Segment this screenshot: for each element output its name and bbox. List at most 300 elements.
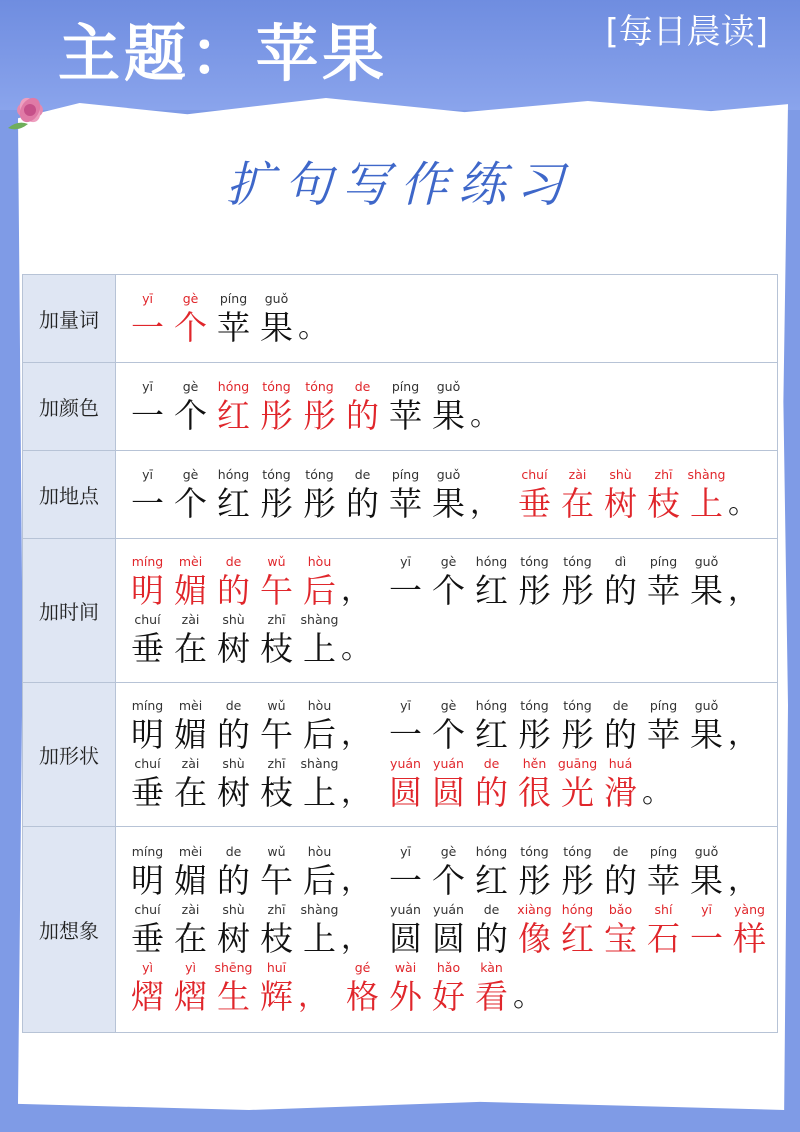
hanzi: ，: [341, 572, 371, 608]
sentence-cell: [116, 451, 778, 539]
hanzi: 媚: [174, 570, 207, 610]
pinyin: bǎo: [608, 901, 633, 917]
row-label: 加形状: [23, 683, 116, 827]
pinyin: shàng: [687, 466, 726, 482]
hanzi: ，: [728, 572, 758, 608]
hanzi: 圆: [432, 918, 465, 958]
punctuation: [728, 466, 771, 524]
hanzi-with-pinyin: [513, 901, 556, 959]
sentence-line: [126, 843, 777, 901]
hanzi-with-pinyin: [298, 553, 341, 611]
pinyin: de: [354, 378, 371, 394]
hanzi: 后: [303, 570, 336, 610]
pinyin: yuán: [390, 901, 421, 917]
hanzi: 的: [604, 714, 637, 754]
pinyin: de: [354, 466, 371, 482]
flower-icon: [0, 80, 70, 150]
hanzi-with-pinyin: [341, 466, 384, 524]
pinyin: de: [225, 843, 242, 859]
hanzi-with-pinyin: [642, 466, 685, 524]
hanzi: 一: [690, 918, 723, 958]
hanzi: 在: [174, 772, 207, 812]
hanzi: 的: [475, 918, 508, 958]
hanzi-with-pinyin: [599, 466, 642, 524]
hanzi: 上: [303, 628, 336, 668]
pinyin: chuí: [134, 611, 161, 627]
pinyin: shàng: [300, 611, 339, 627]
pinyin: guǒ: [694, 553, 719, 569]
pinyin: guǒ: [264, 290, 289, 306]
pinyin: de: [225, 697, 242, 713]
hanzi-with-pinyin: [169, 843, 212, 901]
punctuation: [470, 378, 513, 436]
hanzi: 红: [217, 483, 250, 523]
hanzi: 苹: [389, 483, 422, 523]
hanzi: 苹: [389, 395, 422, 435]
pinyin: gè: [182, 466, 199, 482]
hanzi: 。: [298, 309, 328, 345]
hanzi-with-pinyin: [470, 697, 513, 755]
hanzi-with-pinyin: [470, 843, 513, 901]
hanzi: 。: [341, 630, 371, 666]
hanzi-with-pinyin: [341, 378, 384, 436]
hanzi-with-pinyin: [255, 611, 298, 669]
hanzi: 一: [131, 483, 164, 523]
pinyin: hǎo: [436, 959, 461, 975]
hanzi: 石: [647, 918, 680, 958]
pinyin: xiàng: [517, 901, 552, 917]
sentence-cell: [116, 539, 778, 683]
hanzi: 一: [389, 570, 422, 610]
punctuation: [341, 843, 384, 901]
pinyin: yì: [185, 959, 196, 975]
hanzi-with-pinyin: [126, 553, 169, 611]
pinyin: hóng: [475, 697, 508, 713]
row-label: 加地点: [23, 451, 116, 539]
pinyin: píng: [219, 290, 248, 306]
sentence-cell: [116, 683, 778, 827]
hanzi: 树: [217, 772, 250, 812]
punctuation: [470, 466, 513, 524]
hanzi: 媚: [174, 714, 207, 754]
punctuation: [341, 901, 384, 959]
pinyin: zhī: [654, 466, 673, 482]
pinyin: hòu: [307, 697, 332, 713]
pinyin: tóng: [305, 378, 334, 394]
hanzi: 垂: [518, 483, 551, 523]
hanzi-with-pinyin: [126, 611, 169, 669]
hanzi-with-pinyin: [599, 697, 642, 755]
pinyin: hóng: [561, 901, 594, 917]
pinyin: yī: [400, 553, 411, 569]
pinyin: huá: [608, 755, 633, 771]
hanzi-with-pinyin: [427, 901, 470, 959]
sentence-cell: [116, 363, 778, 451]
pinyin: zài: [181, 611, 200, 627]
pinyin: zhī: [267, 901, 286, 917]
pinyin: guǒ: [436, 466, 461, 482]
hanzi-with-pinyin: [255, 466, 298, 524]
pinyin: de: [483, 901, 500, 917]
hanzi: 树: [217, 628, 250, 668]
hanzi: 苹: [647, 860, 680, 900]
hanzi-with-pinyin: [427, 697, 470, 755]
hanzi-with-pinyin: [685, 466, 728, 524]
hanzi-with-pinyin: [642, 697, 685, 755]
hanzi-with-pinyin: [556, 755, 599, 813]
hanzi-with-pinyin: [212, 697, 255, 755]
hanzi: ，: [341, 774, 371, 810]
hanzi: 的: [346, 483, 379, 523]
hanzi-with-pinyin: [298, 901, 341, 959]
pinyin: tóng: [262, 378, 291, 394]
pinyin: zài: [181, 901, 200, 917]
pinyin: shàng: [300, 901, 339, 917]
pinyin: píng: [649, 697, 678, 713]
pinyin: gè: [440, 553, 457, 569]
hanzi: 。: [728, 485, 758, 521]
hanzi: 圆: [432, 772, 465, 812]
hanzi: 午: [260, 570, 293, 610]
row-label: 加想象: [23, 827, 116, 1033]
sentence-line: [126, 697, 777, 755]
hanzi: 苹: [647, 714, 680, 754]
hanzi: 果: [432, 483, 465, 523]
sentence-cell: [116, 275, 778, 363]
pinyin: yī: [400, 843, 411, 859]
hanzi: 彤: [303, 395, 336, 435]
pinyin: guāng: [557, 755, 598, 771]
hanzi-with-pinyin: [255, 553, 298, 611]
hanzi-with-pinyin: [169, 611, 212, 669]
sentence-line: [126, 755, 777, 813]
pinyin: shí: [654, 901, 673, 917]
hanzi: 明: [131, 714, 164, 754]
hanzi: 红: [561, 918, 594, 958]
pinyin: huī: [266, 959, 287, 975]
hanzi-with-pinyin: [212, 959, 255, 1017]
hanzi-with-pinyin: [169, 697, 212, 755]
hanzi-with-pinyin: [427, 378, 470, 436]
hanzi-with-pinyin: [169, 553, 212, 611]
hanzi: 格: [346, 976, 379, 1016]
hanzi-with-pinyin: [556, 843, 599, 901]
hanzi-with-pinyin: [685, 901, 728, 959]
hanzi-with-pinyin: [384, 843, 427, 901]
pinyin: píng: [649, 553, 678, 569]
hanzi: 红: [475, 860, 508, 900]
sentence-line: [126, 290, 777, 348]
pinyin: yuán: [433, 901, 464, 917]
hanzi-with-pinyin: [255, 901, 298, 959]
pinyin: míng: [131, 697, 164, 713]
expansion-table: [22, 274, 778, 1033]
hanzi: 果: [432, 395, 465, 435]
hanzi-with-pinyin: [513, 553, 556, 611]
pinyin: míng: [131, 553, 164, 569]
hanzi: 媚: [174, 860, 207, 900]
hanzi-with-pinyin: [556, 466, 599, 524]
pinyin: gé: [354, 959, 371, 975]
hanzi: 一: [131, 307, 164, 347]
hanzi-with-pinyin: [427, 755, 470, 813]
hanzi-with-pinyin: [126, 378, 169, 436]
pinyin: guǒ: [436, 378, 461, 394]
pinyin: shēng: [214, 959, 253, 975]
hanzi-with-pinyin: [384, 959, 427, 1017]
hanzi: 午: [260, 714, 293, 754]
pinyin: tóng: [520, 843, 549, 859]
hanzi-with-pinyin: [599, 755, 642, 813]
hanzi-with-pinyin: [642, 553, 685, 611]
table-row: [23, 539, 778, 683]
hanzi: 后: [303, 860, 336, 900]
hanzi: 外: [389, 976, 422, 1016]
pinyin: dì: [614, 553, 627, 569]
pinyin: gè: [182, 290, 199, 306]
pinyin: shù: [222, 901, 245, 917]
sentence-line: [126, 553, 777, 611]
punctuation: [341, 553, 384, 611]
punctuation: [513, 959, 556, 1017]
hanzi: 红: [475, 714, 508, 754]
hanzi: 的: [217, 570, 250, 610]
hanzi: 红: [217, 395, 250, 435]
hanzi-with-pinyin: [513, 466, 556, 524]
hanzi: 在: [174, 628, 207, 668]
hanzi-with-pinyin: [126, 466, 169, 524]
sentence-line: [126, 959, 777, 1017]
punctuation: [298, 290, 341, 348]
pinyin: shù: [222, 755, 245, 771]
pinyin: hóng: [217, 378, 250, 394]
hanzi: 圆: [389, 918, 422, 958]
hanzi: 。: [642, 774, 672, 810]
table-row: [23, 363, 778, 451]
hanzi: 彤: [518, 570, 551, 610]
hanzi: 的: [604, 570, 637, 610]
hanzi: 个: [432, 860, 465, 900]
hanzi: 垂: [131, 918, 164, 958]
hanzi-with-pinyin: [212, 611, 255, 669]
pinyin: hòu: [307, 553, 332, 569]
pinyin: tóng: [563, 843, 592, 859]
hanzi-with-pinyin: [599, 843, 642, 901]
worksheet-subtitle: 扩句写作练习: [225, 157, 574, 213]
hanzi: 树: [604, 483, 637, 523]
hanzi-with-pinyin: [298, 755, 341, 813]
hanzi: 上: [690, 483, 723, 523]
pinyin: de: [612, 697, 629, 713]
sentence-line: [126, 901, 777, 959]
pinyin: guǒ: [694, 697, 719, 713]
pinyin: zhī: [267, 755, 286, 771]
pinyin: zhī: [267, 611, 286, 627]
hanzi-with-pinyin: [556, 901, 599, 959]
pinyin: tóng: [520, 697, 549, 713]
pinyin: yī: [701, 901, 712, 917]
hanzi-with-pinyin: [341, 959, 384, 1017]
hanzi: 个: [174, 483, 207, 523]
hanzi-with-pinyin: [384, 901, 427, 959]
hanzi: 个: [174, 307, 207, 347]
pinyin: wǔ: [267, 697, 286, 713]
punctuation: [341, 611, 384, 669]
hanzi: ，: [470, 485, 500, 521]
hanzi: 彤: [561, 714, 594, 754]
pinyin: tóng: [563, 697, 592, 713]
pinyin: yuán: [390, 755, 421, 771]
hanzi: 彤: [561, 570, 594, 610]
hanzi: 果: [260, 307, 293, 347]
pinyin: yī: [142, 466, 153, 482]
hanzi-with-pinyin: [255, 290, 298, 348]
pinyin: shù: [222, 611, 245, 627]
hanzi: 后: [303, 714, 336, 754]
punctuation: [642, 755, 685, 813]
hanzi-with-pinyin: [513, 843, 556, 901]
pinyin: píng: [391, 378, 420, 394]
hanzi: 圆: [389, 772, 422, 812]
hanzi: 彤: [518, 714, 551, 754]
hanzi: 一: [131, 395, 164, 435]
row-label: 加颜色: [23, 363, 116, 451]
page-title: 主题：苹果: [58, 17, 389, 90]
hanzi: ，: [341, 862, 371, 898]
pinyin: yàng: [734, 901, 765, 917]
punctuation: [728, 697, 771, 755]
hanzi: 上: [303, 772, 336, 812]
hanzi: 上: [303, 918, 336, 958]
hanzi-with-pinyin: [169, 755, 212, 813]
hanzi: 很: [518, 772, 551, 812]
pinyin: yuán: [433, 755, 464, 771]
hanzi: 在: [174, 918, 207, 958]
hanzi: 彤: [260, 483, 293, 523]
hanzi: 看: [475, 976, 508, 1016]
hanzi-with-pinyin: [126, 290, 169, 348]
pinyin: yī: [142, 378, 153, 394]
hanzi: 明: [131, 860, 164, 900]
hanzi: 彤: [561, 860, 594, 900]
hanzi: 枝: [260, 628, 293, 668]
hanzi: 果: [690, 714, 723, 754]
hanzi: ，: [298, 978, 328, 1014]
hanzi: 。: [470, 397, 500, 433]
hanzi: 个: [432, 714, 465, 754]
hanzi: 熠: [131, 976, 164, 1016]
sentence-line: [126, 611, 777, 669]
hanzi: 的: [604, 860, 637, 900]
pinyin: wǔ: [267, 553, 286, 569]
pinyin: chuí: [521, 466, 548, 482]
punctuation: [341, 697, 384, 755]
pinyin: hòu: [307, 843, 332, 859]
hanzi-with-pinyin: [169, 466, 212, 524]
pinyin: hóng: [217, 466, 250, 482]
pinyin: píng: [649, 843, 678, 859]
hanzi-with-pinyin: [298, 697, 341, 755]
hanzi: 苹: [217, 307, 250, 347]
hanzi: 好: [432, 976, 465, 1016]
hanzi-with-pinyin: [470, 553, 513, 611]
hanzi-with-pinyin: [384, 755, 427, 813]
pinyin: chuí: [134, 755, 161, 771]
hanzi: 宝: [604, 918, 637, 958]
hanzi-with-pinyin: [384, 553, 427, 611]
hanzi-with-pinyin: [212, 553, 255, 611]
hanzi-with-pinyin: [212, 755, 255, 813]
pinyin: yī: [142, 290, 153, 306]
pinyin: zài: [568, 466, 587, 482]
punctuation: [298, 959, 341, 1017]
hanzi-with-pinyin: [255, 755, 298, 813]
hanzi: 果: [690, 570, 723, 610]
hanzi-with-pinyin: [427, 959, 470, 1017]
hanzi-with-pinyin: [169, 378, 212, 436]
pinyin: tóng: [520, 553, 549, 569]
hanzi-with-pinyin: [427, 466, 470, 524]
hanzi: 枝: [647, 483, 680, 523]
hanzi-with-pinyin: [255, 959, 298, 1017]
hanzi-with-pinyin: [556, 697, 599, 755]
pinyin: mèi: [178, 553, 203, 569]
hanzi-with-pinyin: [255, 843, 298, 901]
hanzi: 枝: [260, 918, 293, 958]
hanzi-with-pinyin: [470, 755, 513, 813]
hanzi: 熠: [174, 976, 207, 1016]
hanzi-with-pinyin: [685, 843, 728, 901]
hanzi: 像: [518, 918, 551, 958]
hanzi-with-pinyin: [126, 901, 169, 959]
hanzi-with-pinyin: [298, 378, 341, 436]
hanzi-with-pinyin: [212, 466, 255, 524]
pinyin: píng: [391, 466, 420, 482]
table-row: [23, 683, 778, 827]
hanzi: 树: [217, 918, 250, 958]
hanzi: 的: [346, 395, 379, 435]
hanzi-with-pinyin: [212, 378, 255, 436]
hanzi: 个: [174, 395, 207, 435]
hanzi: 。: [513, 978, 543, 1014]
hanzi-with-pinyin: [169, 959, 212, 1017]
hanzi: ，: [728, 716, 758, 752]
pinyin: míng: [131, 843, 164, 859]
row-label: 加时间: [23, 539, 116, 683]
hanzi: 一: [389, 714, 422, 754]
pinyin: wài: [394, 959, 417, 975]
row-label: 加量词: [23, 275, 116, 363]
hanzi: 生: [217, 976, 250, 1016]
hanzi: 样: [733, 918, 766, 958]
hanzi-with-pinyin: [212, 843, 255, 901]
hanzi: 彤: [260, 395, 293, 435]
pinyin: de: [225, 553, 242, 569]
hanzi-with-pinyin: [470, 901, 513, 959]
pinyin: de: [483, 755, 500, 771]
pinyin: tóng: [305, 466, 334, 482]
pinyin: hóng: [475, 843, 508, 859]
hanzi-with-pinyin: [599, 901, 642, 959]
hanzi: 枝: [260, 772, 293, 812]
hanzi-with-pinyin: [298, 611, 341, 669]
hanzi-with-pinyin: [212, 901, 255, 959]
hanzi: 一: [389, 860, 422, 900]
hanzi-with-pinyin: [384, 697, 427, 755]
hanzi: 的: [217, 860, 250, 900]
hanzi-with-pinyin: [728, 901, 771, 959]
pinyin: tóng: [563, 553, 592, 569]
